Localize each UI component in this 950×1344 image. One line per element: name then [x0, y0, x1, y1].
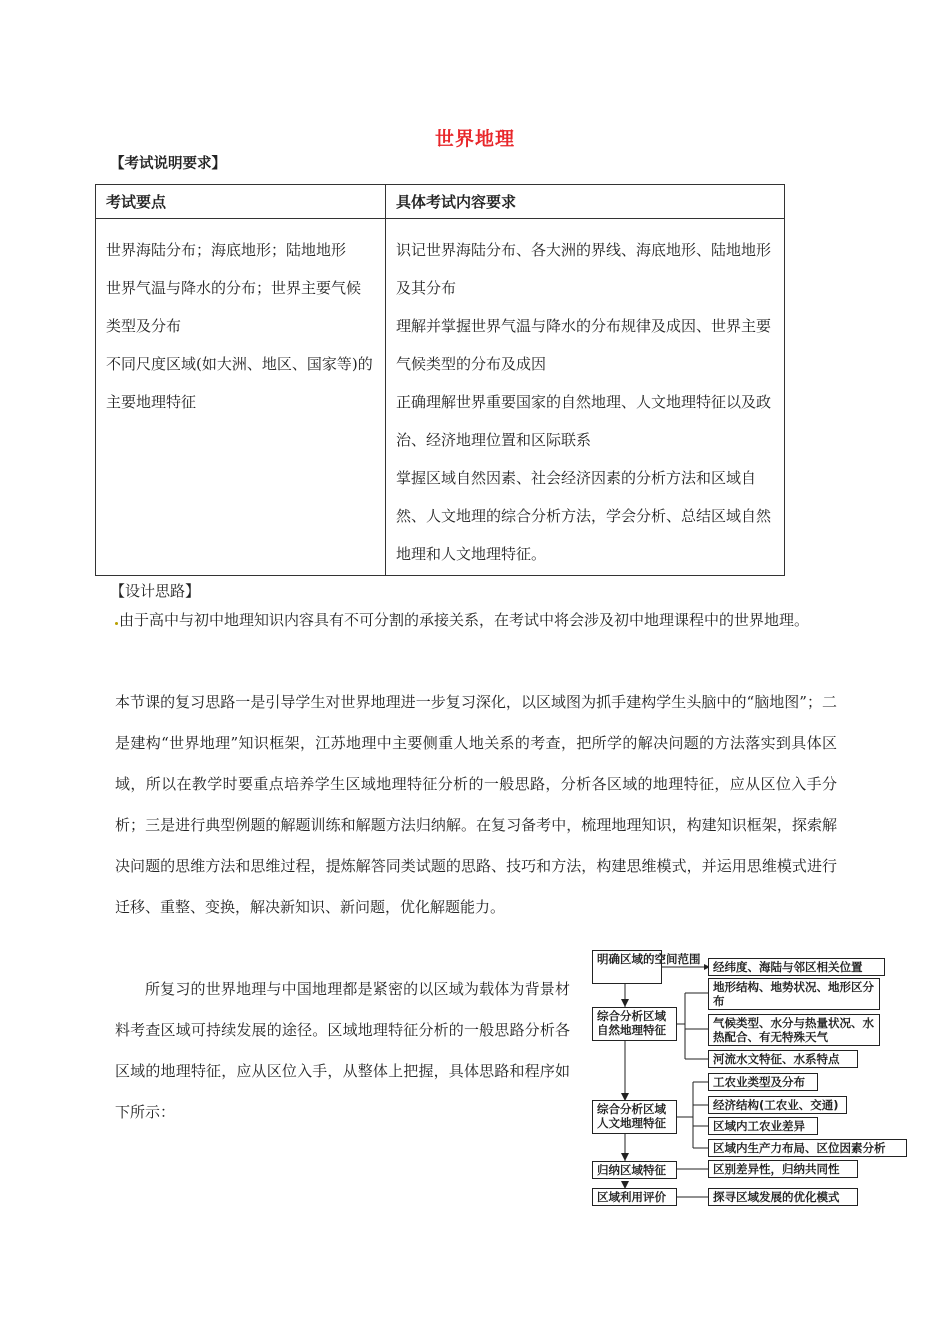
table-row	[96, 219, 785, 576]
table-header-row	[96, 185, 785, 219]
detail-optimization-model: 探寻区域发展的优化模式	[708, 1188, 858, 1206]
step-summarize-features: 归纳区域特征	[592, 1161, 677, 1179]
detail-industry-types: 工农业类型及分布	[708, 1073, 818, 1091]
table-cell-line: 理解并掌握世界气温与降水的分布规律及成因、世界主要气候类型的分布及成因	[396, 317, 772, 373]
step-define-scope: 明确区域的空间范围	[592, 950, 662, 984]
design-ideas-heading: 【设计思路】	[110, 582, 201, 600]
table-cell-line: 识记世界海陆分布、各大洲的界线、海底地形、陆地地形及其分布	[396, 241, 772, 297]
table-cell-line: 世界海陆分布；海底地形；陆地地形	[106, 241, 347, 259]
table-cell-key-points	[96, 219, 386, 576]
paragraph-procedure: 所复习的世界地理与中国地理都是紧密的以区域为载体为背景材料考查区域可持续发展的途径。区域地理特征分析的一般思路分析各区域的地理特征，应从区位入手，从整体上把握，具体思路和程序如下所示：	[115, 980, 570, 1121]
paragraph-review-approach: 本节课的复习思路一是引导学生对世界地理进一步复习深化，以区域图为抓手建构学生头脑中的“脑地图”；二是建构“世界地理”知识框架，江苏地理中主要侧重人地关系的考查，把所学的解决问题的方法落实到具体区域，所以在教学时要重点培养学生区域地理特征分析的一般思路，分析各区域的地理特征，应从区位入手分析；三是进行典型例题的解题训练和解题方法归纳解。在复习备考中，梳理地理知识，构建知识框架，探索解决问题的思维方法和思维过程，提炼解答同类试题的思路、技巧和方法，构建思维模式，并运用思维模式进行迁移、重整、变换，解决新知识、新问题，优化解题能力。	[115, 693, 837, 916]
detail-industry-differences: 区域内工农业差异	[708, 1117, 818, 1135]
step-human-features: 综合分析区域人文地理特征	[592, 1100, 677, 1134]
table-header-key-points: 考试要点	[96, 185, 386, 219]
detail-productivity-layout: 区域内生产力布局、区位因素分析	[708, 1139, 907, 1157]
step-land-use-evaluation: 区域利用评价	[592, 1188, 677, 1206]
detail-economic-structure: 经济结构(工农业、交通)	[708, 1096, 847, 1114]
paragraph-text: 由于高中与初中地理知识内容具有不可分割的承接关系，在考试中将会涉及初中地理课程中的世界地理。	[119, 611, 810, 629]
page-title: 世界地理	[434, 128, 515, 150]
table-cell-content-requirements	[386, 219, 785, 576]
paragraph-intro	[115, 600, 837, 641]
step-natural-features: 综合分析区域自然地理特征	[592, 1007, 677, 1041]
table-cell-line: 正确理解世界重要国家的自然地理、人文地理特征以及政治、经济地理位置和区际联系	[396, 393, 772, 449]
detail-landform: 地形结构、地势状况、地形区分布	[708, 978, 880, 1010]
analysis-flowchart	[585, 945, 915, 1215]
requirements-table	[95, 184, 785, 576]
detail-location: 经纬度、海陆与邻区相关位置	[708, 958, 885, 976]
table-cell-line: 世界气温与降水的分布；世界主要气候类型及分布	[106, 279, 362, 335]
exam-requirements-heading: 【考试说明要求】	[110, 155, 226, 172]
detail-hydrology: 河流水文特征、水系特点	[708, 1050, 858, 1068]
marker-dot	[115, 622, 118, 625]
table-cell-line: 掌握区域自然因素、社会经济因素的分析方法和区域自然、人文地理的综合分析方法，学会分析、总结区域自然地理和人文地理特征。	[396, 469, 772, 563]
table-header-content-requirements: 具体考试内容要求	[386, 185, 785, 219]
table-cell-line: 不同尺度区域(如大洲、地区、国家等)的主要地理特征	[106, 355, 373, 411]
detail-climate: 气候类型、水分与热量状况、水热配合、有无特殊天气	[708, 1014, 880, 1046]
detail-differences-commonality: 区别差异性，归纳共同性	[708, 1160, 858, 1178]
